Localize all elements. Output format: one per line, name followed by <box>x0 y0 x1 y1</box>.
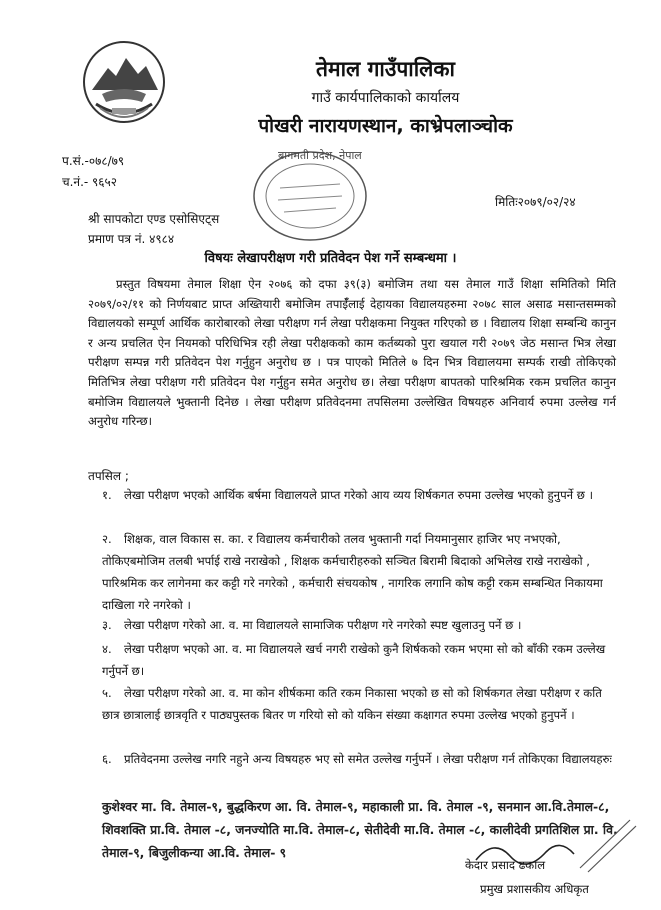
list-item <box>102 528 622 616</box>
list-item <box>102 682 622 726</box>
list-item-number: ३. <box>102 618 112 632</box>
signatory-name: केदार प्रसाद ढकाल <box>465 858 546 872</box>
list-item-number: ५. <box>102 686 112 700</box>
letter-date: मितिः२०७९/०२/२४ <box>495 195 576 209</box>
letterhead-address: पोखरी नारायणस्थान, काभ्रेपलाञ्चोक <box>258 115 513 137</box>
list-item <box>102 614 622 636</box>
signatory-title: प्रमुख प्रशासकीय अधिकृत <box>480 882 589 896</box>
list-item-number: ४. <box>102 642 112 656</box>
list-item-text: लेखा परीक्षण भएको आर्थिक बर्षमा विद्यालयले प्राप्त गरेको आय व्यय शिर्षकगत रुपमा उल्लेख भएको हुनुपर्ने छ । <box>124 488 593 502</box>
letterhead-office: गाउँ कार्यपालिकाको कार्यालय <box>311 90 460 106</box>
stamp-province: बागमती प्रदेश, नेपाल <box>278 149 362 162</box>
list-item <box>102 484 622 506</box>
recipient-name: श्री सापकोटा एण्ड एसोसिएट्स <box>88 212 220 226</box>
list-item <box>102 638 622 682</box>
list-item <box>102 748 622 770</box>
assigned-schools: कुशेश्वर मा. वि. तेमाल-९, बुद्धकिरण आ. वि. तेमाल-९, महाकाली प्रा. वि. तेमाल -९, सनमान आ.वि.तेमाल-८, शिवशक्ति प्रा.वि. तेमाल -८, जनज्योति मा.वि. तेमाल-८, सेतीदेवी मा.वि. तेमाल -८, कालीदेवी प्रगतिशिल प्रा. वि. तेमाल-९, बिजुलीकन्या आ.वि. तेमाल- ९ <box>102 799 618 860</box>
list-item-text: लेखा परीक्षण गरेको आ. व. मा कोन शीर्षकमा कति रकम निकासा भएको छ सो को शिर्षकगत लेखा परीक्षण र कति छात्र छात्रालाई छात्रवृति र पाठ्यपुस्तक बितर ण गरियो सो को यकिन संख्या कक्षागत रुपमा उल्लेख भएको हुनुपर्ने । <box>102 686 602 722</box>
recipient-certificate: प्रमाण पत्र नं. ४९८४ <box>88 232 175 246</box>
list-item-text: लेखा परीक्षण भएको आ. व. मा विद्यालयले खर्च नगरी राखेको कुनै शिर्षकको रकम भएमा सो को बाँकी रकम उल्लेख गर्नुपर्ने छ। <box>102 642 606 678</box>
list-item-number: ६. <box>102 752 112 766</box>
list-item-number: २. <box>102 532 112 546</box>
list-item-text: प्रतिवेदनमा उल्लेख नगरि नहुने अन्य विषयहरु भए सो समेत उल्लेख गर्नुपर्ने । लेखा परीक्षण गर्न तोकिएका विद्यालयहरुः <box>124 752 612 766</box>
letter-body: प्रस्तुत विषयमा तेमाल शिक्षा ऐन २०७६ को दफा ३९(३) बमोजिम तथा यस तेमाल गाउँ शिक्षा समितिको मिति २०७९/०२/११ को निर्णयबाट प्राप्त अख्तियारी बमोजिम तपाईँलाई देहायका विद्यालयहरुमा २०७८ साल असाढ मसान्तसम्मको विद्यालयको सम्पूर्ण आर्थिक कारोबारको लेखा परीक्षण गर्न लेखा परीक्षकमा नियुक्त गरिएको छ । विद्यालय शिक्षा सम्बन्धि कानुन र अन्य प्रचलित ऐन नियमको परिधिभित्र रही लेखा परीक्षकको काम कर्तब्यको पुरा खयाल गरी २०७९ जेठ मसान्त भित्र लेखा परीक्षण सम्पन्न गरी प्रतिवेदन पेश गर्नुहुन अनुरोध छ । पत्र पाएको मितिले ७ दिन भित्र विद्यालयमा सम्पर्क राखी तोकिएको मितिभित्र लेखा परीक्षण गरी प्रतिवेदन पेश गर्नुहुन समेत अनुरोध छ। लेखा परीक्षण बापतको पारिश्रमिक रकम प्रचलित कानुन बमोजिम विद्यालयले भुक्तानी दिनेछ । लेखा परीक्षण प्रतिवेदनमा तपसिलमा उल्लेखित विषयहरु अनिवार्य रुपमा उल्लेख गर्न अनुरोध गरिन्छ। <box>88 277 616 429</box>
list-item-text: शिक्षक, वाल विकास स. का. र विद्यालय कर्मचारीको तलव भुक्तानी गर्दा नियमानुसार हाजिर भए नभएको, तोकिएबमोजिम तलबी भर्पाई राखे नराखेको , शिक्षक कर्मचारीहरुको सञ्चित बिरामी बिदाको अभिलेख राखे नराखेको , पारिश्रमिक कर लागेनमा कर कट्टी गरे नगरेको , कर्मचारी संचयकोष , नागरिक लगानि कोष कट्टी रकम सम्बन्धित निकायमा दाखिला गरे नगरेको । <box>102 532 603 612</box>
letter-subject: विषयः लेखापरीक्षण गरी प्रतिवेदन पेश गर्ने सम्बन्धमा । <box>204 251 457 266</box>
list-item-number: १. <box>102 488 112 502</box>
list-item-text: लेखा परीक्षण गरेको आ. व. मा विद्यालयले सामाजिक परीक्षण गरे नगरेको स्पष्ट खुलाउनु पर्ने छ । <box>124 618 522 632</box>
letterhead-municipality: तेमाल गाउँपालिका <box>316 57 455 81</box>
tapsil-label: तपसिल ; <box>88 469 129 483</box>
dispatch-number: च.नं.- ९६५२ <box>62 175 118 189</box>
reference-number: प.सं.-०७८/७९ <box>62 154 125 168</box>
